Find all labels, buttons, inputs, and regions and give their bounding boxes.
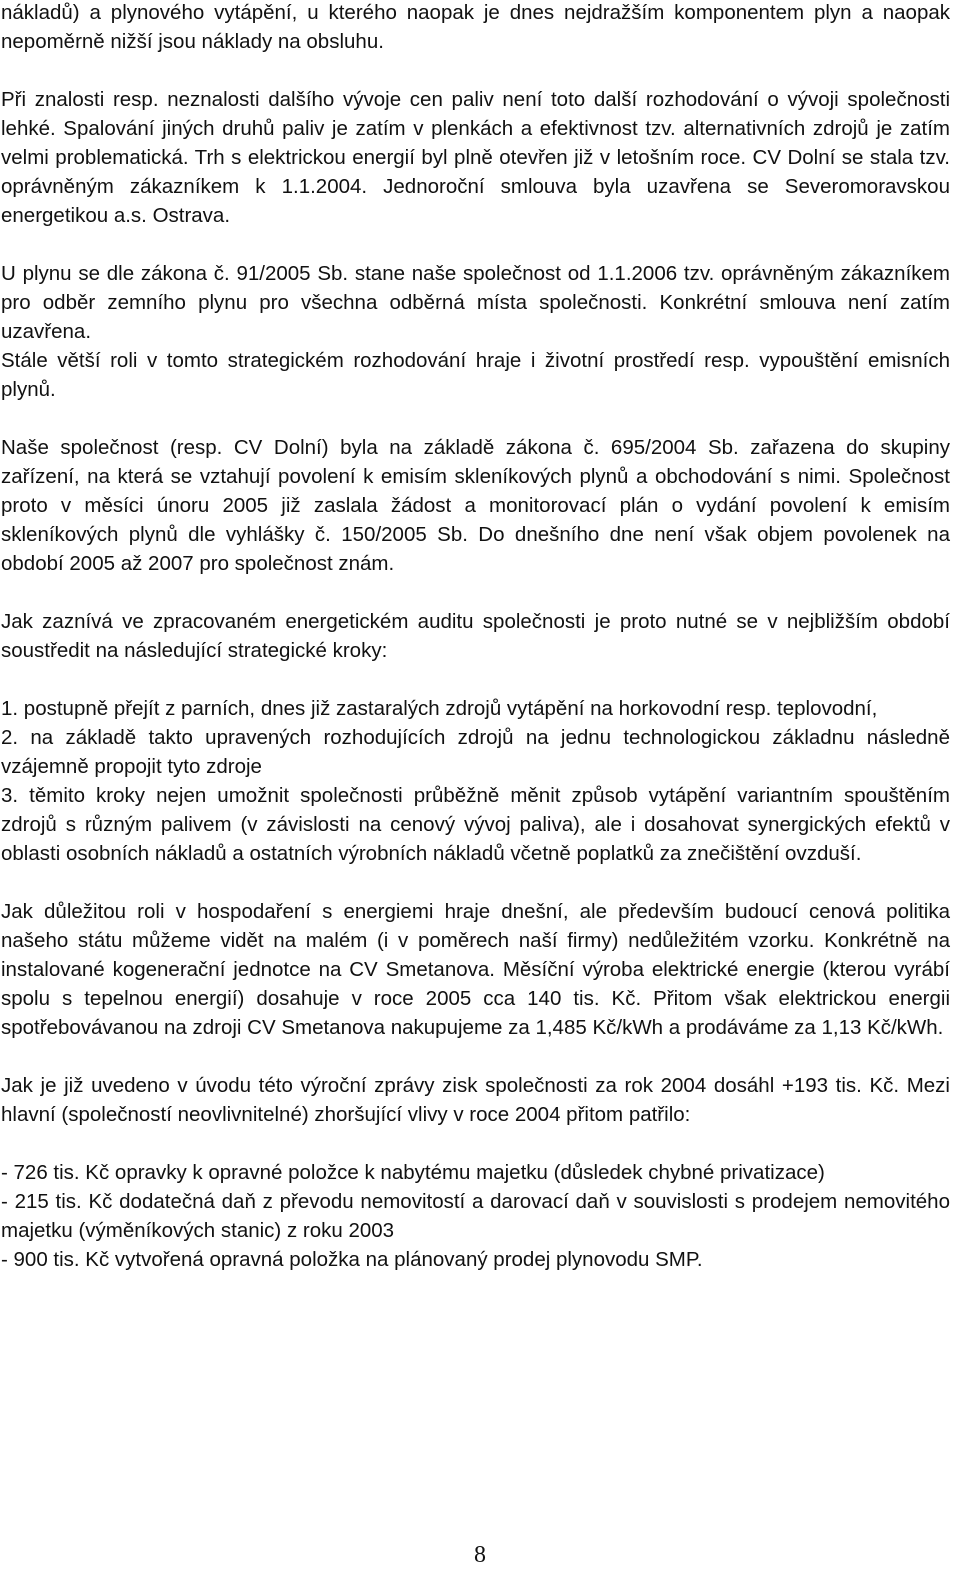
paragraph-profit: Jak je již uvedeno v úvodu této výroční zprávy zisk společnosti za rok 2004 dosáhl +193 tis. Kč. Mezi hlavní (společností neovlivnitelné) zhoršující vlivy v roce 2004 přitom patřilo: xyxy=(1,1074,950,1126)
page-number: 8 xyxy=(474,1542,486,1568)
paragraph-fuel-development: Při znalosti resp. neznalosti dalšího vývoje cen paliv není toto další rozhodování o vývoji společnosti lehké. Spalování jiných druhů paliv je zatím v plenkách a efektivnost tzv. alternativních zdrojů je zatím velmi problematická. Trh s elektrickou energií byl plně otevřen již v letošním roce. CV Dolní se stala tzv. oprávněným zákazníkem k 1.1.2004. Jednoroční smlouva byla uzavřena se Severomoravskou energetikou a.s. Ostrava. xyxy=(1,88,950,227)
document-body xyxy=(1,0,950,1274)
paragraph-energy-audit: Jak zaznívá ve zpracovaném energetickém auditu společnosti je proto nutné se v nejbližším období soustředit na následující strategické kroky: xyxy=(1,610,950,662)
paragraph-emissions: Naše společnost (resp. CV Dolní) byla na základě zákona č. 695/2004 Sb. zařazena do skupiny zařízení, na která se vztahují povolení k emisím skleníkových plynů a obchodování s nimi. Společnost proto v měsíci únoru 2005 již zaslala žádost a monitorovací plán o vydání povolení k emisím skleníkových plynů dle vyhlášky č. 150/2005 Sb. Do dnešního dne není však objem povolenek na období 2005 až 2007 pro společnost znám. xyxy=(1,436,950,575)
list-item-step-2: 2. na základě takto upravených rozhodujících zdrojů na jednu technologickou základnu následně vzájemně propojit tyto zdroje xyxy=(1,726,950,778)
paragraph-price-policy: Jak důležitou roli v hospodaření s energiemi hraje dnešní, ale především budoucí cenová politika našeho státu můžeme vidět na malém (i v poměrech naší firmy) nedůležitém vzorku. Konkrétně na instalované kogenerační jednotce na CV Smetanova. Měsíční výroba elektrické energie (kterou vyrábí spolu s tepelnou energií) dosahuje v roce 2005 cca 140 tis. Kč. Přitom však elektrickou energii spotřebovávanou na zdroji CV Smetanova nakupujeme za 1,485 Kč/kWh a prodáváme za 1,13 Kč/kWh. xyxy=(1,900,950,1039)
list-item-adjustment: - 726 tis. Kč opravky k opravné položce k nabytému majetku (důsledek chybné privatizace) xyxy=(1,1161,825,1184)
list-item-tax: - 215 tis. Kč dodatečná daň z převodu nemovitostí a darovací daň v souvislosti s prodejem nemovitého majetku (výměníkových stanic) z roku 2003 xyxy=(1,1190,950,1242)
list-item-step-3: 3. těmito kroky nejen umožnit společnosti průběžně měnit způsob vytápění variantním spouštěním zdrojů s různým palivem (v závislosti na cenový vývoj paliva), ale i dosahovat synergických efektů v oblasti osobních nákladů a ostatních výrobních nákladů včetně poplatků za znečištění ovzduší. xyxy=(1,784,950,865)
paragraph-environment: Stále větší roli v tomto strategickém rozhodování hraje i životní prostředí resp. vypouštění emisních plynů. xyxy=(1,349,950,401)
list-item-provision: - 900 tis. Kč vytvořená opravná položka na plánovaný prodej plynovodu SMP. xyxy=(1,1248,703,1271)
list-item-step-1: 1. postupně přejít z parních, dnes již zastaralých zdrojů vytápění na horkovodní resp. teplovodní, xyxy=(1,697,878,720)
paragraph-gas-law: U plynu se dle zákona č. 91/2005 Sb. stane naše společnost od 1.1.2006 tzv. oprávněným zákazníkem pro odběr zemního plynu pro všechna odběrná místa společnosti. Konkrétní smlouva není zatím uzavřena. xyxy=(1,262,950,343)
paragraph-heating-costs: nákladů) a plynového vytápění, u kterého naopak je dnes nejdražším komponentem plyn a naopak nepoměrně nižší jsou náklady na obsluhu. xyxy=(1,1,950,53)
